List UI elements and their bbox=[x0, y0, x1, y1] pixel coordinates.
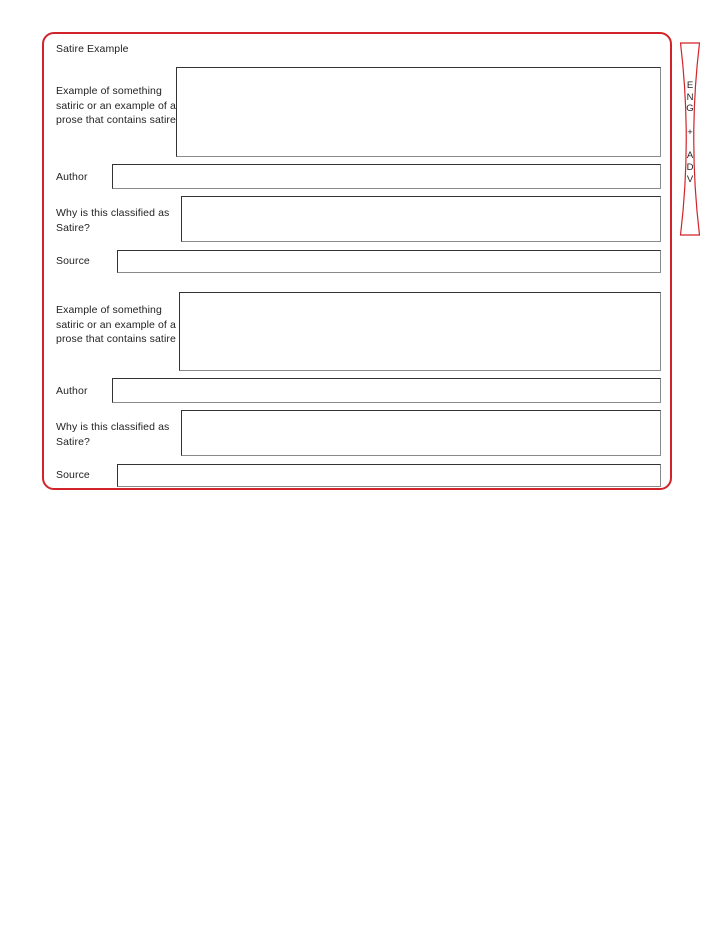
why-field-1[interactable] bbox=[181, 196, 661, 242]
example-field-1[interactable] bbox=[176, 67, 661, 157]
why-field-2[interactable] bbox=[181, 410, 661, 456]
why-label-1: Why is this classified as Satire? bbox=[56, 207, 170, 234]
example-label-2: Example of something satiric or an example of a prose that contains satire bbox=[56, 304, 176, 345]
author-label-1: Author bbox=[56, 171, 88, 183]
author-field-1[interactable] bbox=[112, 164, 661, 189]
example-label-1: Example of something satiric or an example of a prose that contains satire bbox=[56, 85, 176, 126]
author-field-2[interactable] bbox=[112, 378, 661, 403]
source-field-1[interactable] bbox=[117, 250, 661, 273]
form-title: Satire Example bbox=[56, 43, 129, 55]
side-tab-label: E N G + A D V bbox=[686, 80, 694, 185]
why-label-2: Why is this classified as Satire? bbox=[56, 421, 170, 448]
source-label-2: Source bbox=[56, 469, 90, 481]
author-label-2: Author bbox=[56, 385, 88, 397]
source-label-1: Source bbox=[56, 255, 90, 267]
example-field-2[interactable] bbox=[179, 292, 661, 371]
source-field-2[interactable] bbox=[117, 464, 661, 487]
